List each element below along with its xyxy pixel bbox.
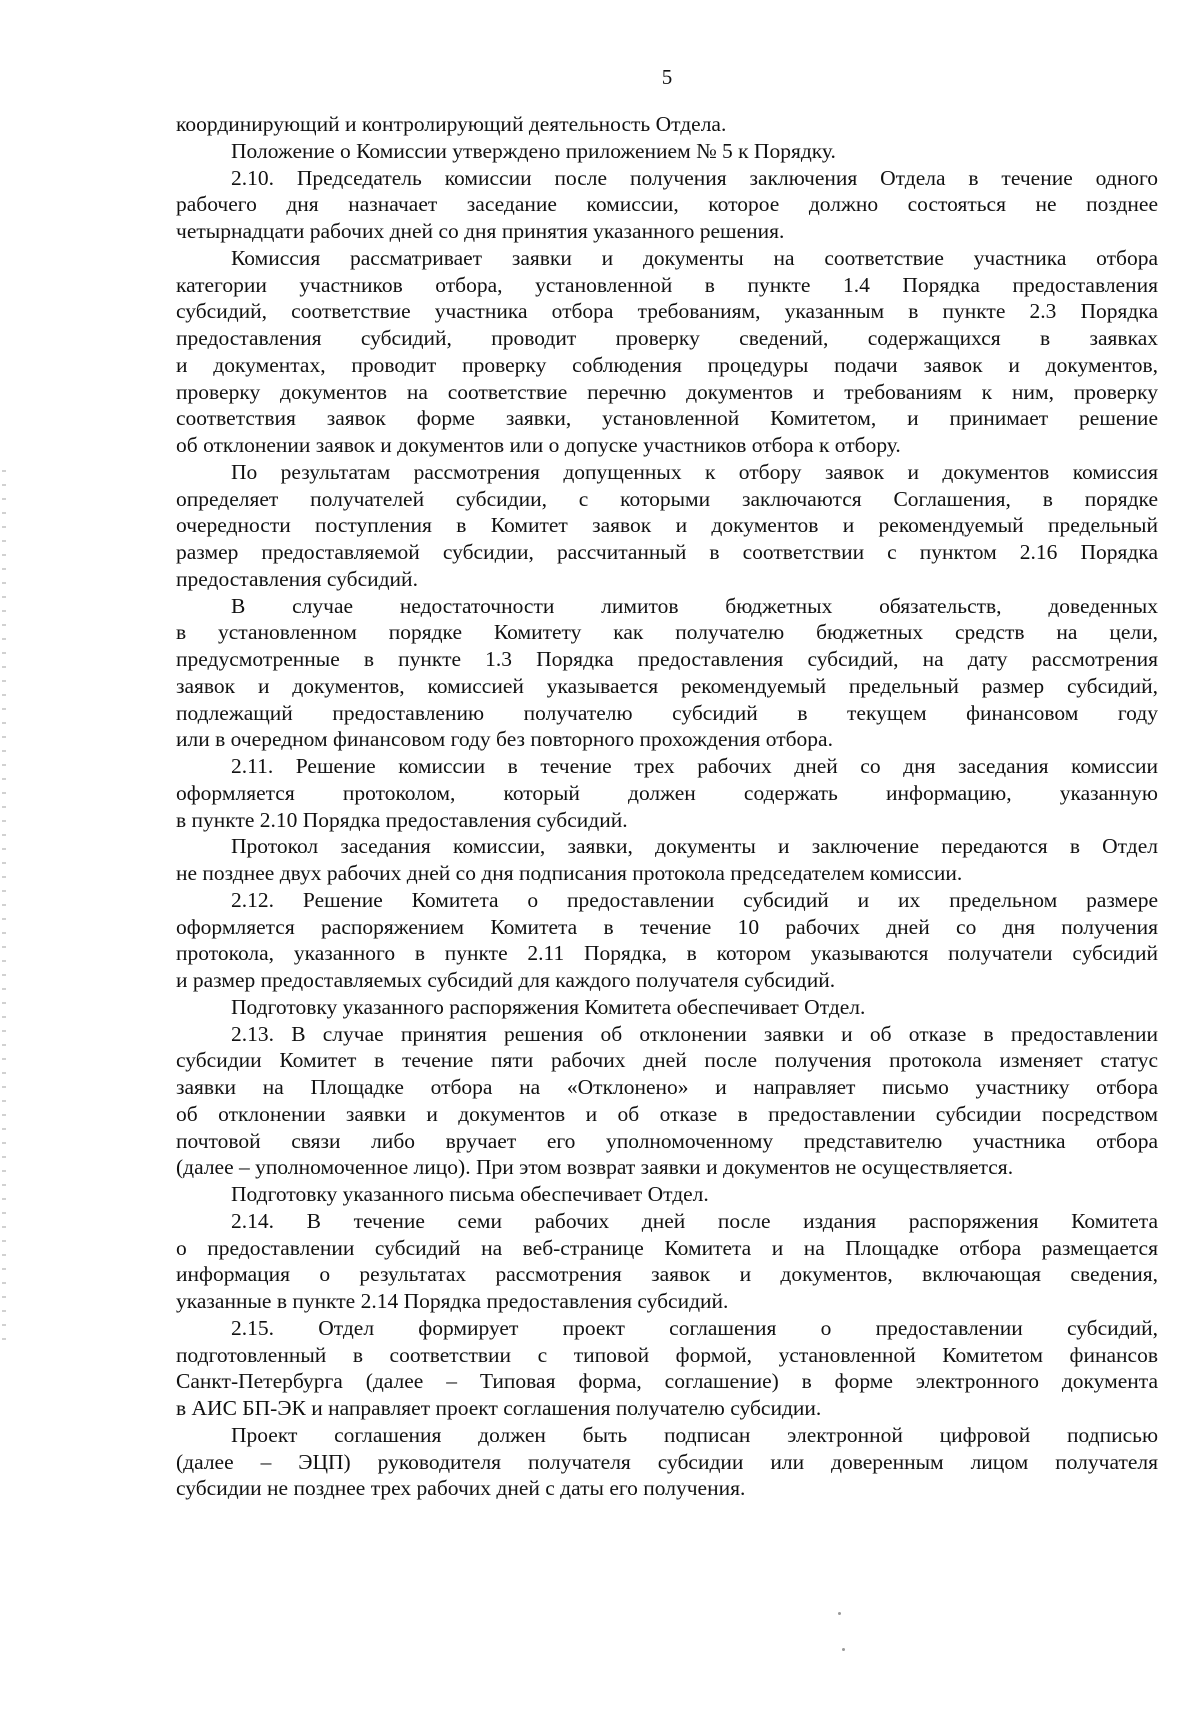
text-line: в установленном порядке Комитету как получателю бюджетных средств на цели,	[176, 620, 1158, 645]
text-line: субсидии Комитет в течение пяти рабочих дней после получения протокола изменяет статус	[176, 1048, 1158, 1073]
text-line: 2.12. Решение Комитета о предоставлении субсидий и их предельном размере	[231, 887, 1158, 912]
text-line: (далее – ЭЦП) руководителя получателя субсидии или доверенным лицом получателя	[176, 1449, 1158, 1474]
text-line: информация о результатах рассмотрения заявок и документов, включающая сведения,	[176, 1262, 1158, 1287]
text-line: не позднее двух рабочих дней со дня подписания протокола председателем комиссии.	[176, 861, 963, 885]
text-line: Комиссия рассматривает заявки и документы на соответствие участника отбора	[231, 245, 1158, 270]
text-line: координирующий и контролирующий деятельность Отдела.	[176, 112, 727, 136]
text-line: Положение о Комиссии утверждено приложением № 5 к Порядку.	[231, 138, 836, 163]
text-line: определяет получателей субсидии, с которыми заключаются Соглашения, в порядке	[176, 486, 1158, 511]
text-line: (далее – уполномоченное лицо). При этом возврат заявки и документов не осуществляется.	[176, 1155, 1014, 1180]
text-line: Проект соглашения должен быть подписан электронной цифровой подписью	[231, 1422, 1158, 1447]
text-line: Подготовку указанного письма обеспечивает Отдел.	[231, 1182, 709, 1206]
page-number: 5	[661, 65, 673, 89]
text-line: предоставления субсидий, проводит проверку сведений, содержащихся в заявках	[176, 326, 1158, 350]
text-line: Подготовку указанного распоряжения Комитета обеспечивает Отдел.	[231, 994, 866, 1019]
text-line: соответствия заявок форме заявки, установленной Комитетом, и принимает решение	[176, 406, 1158, 431]
text-line: или в очередном финансовом году без повторного прохождения отбора.	[176, 727, 833, 752]
text-line: По результатам рассмотрения допущенных к отбору заявок и документов комиссия	[231, 459, 1158, 484]
text-line: протокола, указанного в пункте 2.11 Порядка, в котором указываются получатели субсидий	[176, 941, 1158, 966]
text-line: очередности поступления в Комитет заявок и документов и рекомендуемый предельный	[176, 513, 1158, 538]
text-line: В случае недостаточности лимитов бюджетных обязательств, доведенных	[231, 593, 1158, 618]
document-body-text	[176, 111, 1158, 1502]
text-line: в АИС БП-ЭК и направляет проект соглашения получателю субсидии.	[176, 1396, 822, 1420]
text-line: 2.15. Отдел формирует проект соглашения о предоставлении субсидий,	[231, 1315, 1158, 1340]
text-line: об отклонении заявок и документов или о допуске участников отбора к отбору.	[176, 433, 901, 457]
text-line: Санкт-Петербурга (далее – Типовая форма, соглашение) в форме электронного документа	[176, 1369, 1158, 1394]
scan-speck	[838, 1612, 841, 1615]
text-line: предоставления субсидий.	[176, 566, 418, 591]
text-line: 2.13. В случае принятия решения об отклонении заявки и об отказе в предоставлении	[231, 1021, 1158, 1046]
text-line: 2.11. Решение комиссии в течение трех рабочих дней со дня заседания комиссии	[231, 754, 1158, 778]
text-line: и размер предоставляемых субсидий для каждого получателя субсидий.	[176, 968, 836, 992]
scan-speck	[842, 1648, 845, 1651]
text-line: указанные в пункте 2.14 Порядка предоставления субсидий.	[176, 1289, 729, 1313]
text-line: Протокол заседания комиссии, заявки, документы и заключение передаются в Отдел	[231, 834, 1158, 859]
text-line: проверку документов на соответствие перечню документов и требованиям к ним, проверку	[176, 379, 1158, 404]
text-line: 2.10. Председатель комиссии после получения заключения Отдела в течение одного	[231, 165, 1158, 190]
text-line: категории участников отбора, установленной в пункте 1.4 Порядка предоставления	[176, 272, 1158, 297]
scan-margin-marks	[2, 470, 6, 1350]
text-line: заявок и документов, комиссией указывается рекомендуемый предельный размер субсидий,	[176, 673, 1158, 698]
text-line: оформляется протоколом, который должен содержать информацию, указанную	[176, 780, 1158, 805]
text-line: об отклонении заявки и документов и об отказе в предоставлении субсидии посредством	[176, 1101, 1158, 1126]
text-line: субсидии не позднее трех рабочих дней с даты его получения.	[176, 1476, 746, 1501]
text-line: рабочего дня назначает заседание комиссии, которое должно состояться не позднее	[176, 192, 1158, 217]
text-line: и документах, проводит проверку соблюдения процедуры подачи заявок и документов,	[176, 352, 1158, 377]
text-line: заявки на Площадке отбора на «Отклонено» и направляет письмо участнику отбора	[176, 1075, 1158, 1099]
text-line: оформляется распоряжением Комитета в течение 10 рабочих дней со дня получения	[176, 914, 1158, 939]
text-line: четырнадцати рабочих дней со дня принятия указанного решения.	[176, 219, 785, 243]
text-line: подготовленный в соответствии с типовой формой, установленной Комитетом финансов	[176, 1342, 1158, 1367]
text-line: 2.14. В течение семи рабочих дней после издания распоряжения Комитета	[231, 1208, 1158, 1233]
text-line: почтовой связи либо вручает его уполномоченному представителю участника отбора	[176, 1128, 1158, 1153]
text-line: о предоставлении субсидий на веб-странице Комитета и на Площадке отбора размещается	[176, 1235, 1158, 1260]
text-line: предусмотренные в пункте 1.3 Порядка предоставления субсидий, на дату рассмотрения	[176, 647, 1158, 671]
text-line: субсидий, соответствие участника отбора требованиям, указанным в пункте 2.3 Порядка	[176, 299, 1158, 324]
text-line: подлежащий предоставлению получателю субсидий в текущем финансовом году	[176, 700, 1158, 725]
text-line: в пункте 2.10 Порядка предоставления субсидий.	[176, 807, 628, 832]
text-line: размер предоставляемой субсидии, рассчитанный в соответствии с пунктом 2.16 Порядка	[176, 540, 1158, 564]
